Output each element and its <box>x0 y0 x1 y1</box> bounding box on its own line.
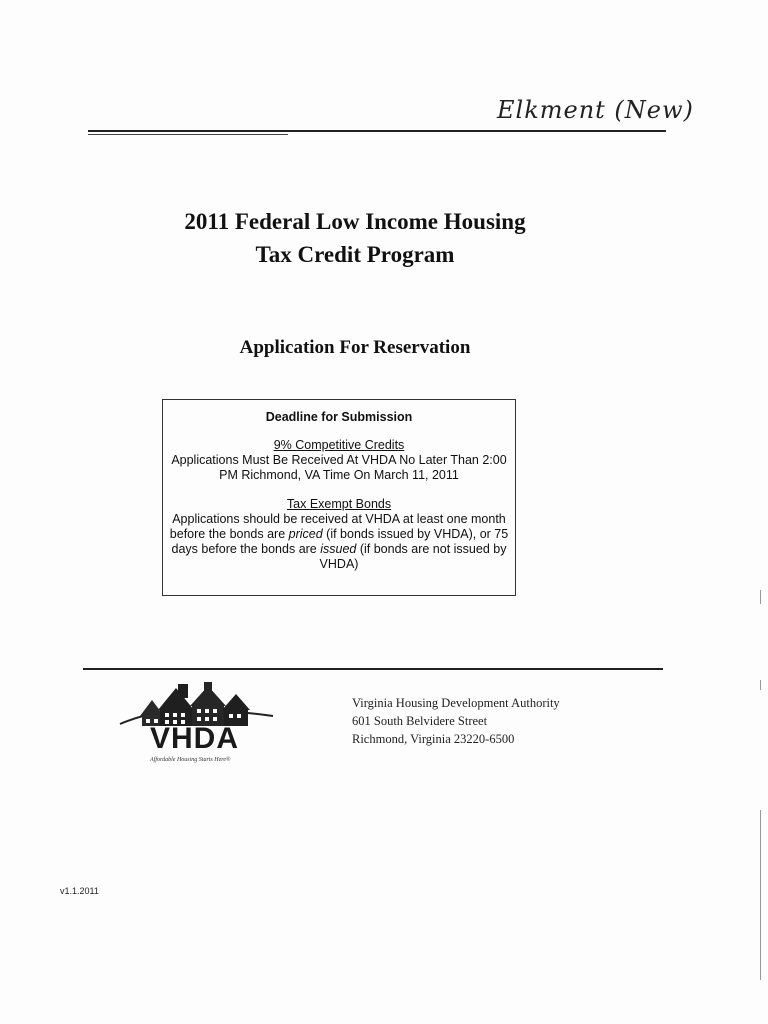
vhda-logo-wordmark: VHDA <box>150 722 240 755</box>
tax-exempt-bonds-text <box>165 512 513 572</box>
competitive-credits-heading: 9% Competitive Credits <box>273 438 405 452</box>
handwritten-annotation: Elkment (New) <box>497 96 694 124</box>
footer-rule <box>83 668 663 670</box>
tax-exempt-bonds-heading: Tax Exempt Bonds <box>286 497 392 511</box>
deadline-box <box>162 399 516 596</box>
bonds-text-e: (if bonds are not issued by VHDA) <box>319 542 507 571</box>
deadline-heading: Deadline for Submission <box>265 410 413 424</box>
address-line-3: Richmond, Virginia 23220-6500 <box>352 732 515 746</box>
competitive-credits-text: Applications Must Be Received At VHDA No Later Than 2:00 PM Richmond, VA Time On March 11, 2011 <box>171 453 507 482</box>
top-rule <box>88 130 666 132</box>
scan-artifact <box>760 680 761 690</box>
bonds-text-issued: issued <box>320 542 357 556</box>
organization-address <box>352 694 560 748</box>
vhda-tagline: Affordable Housing Starts Here® <box>150 757 231 763</box>
scan-artifact <box>760 590 761 604</box>
document-subtitle: Application For Reservation <box>239 337 471 358</box>
bonds-text-a: Applications should be received at VHDA at least one month before the bonds are <box>169 512 506 541</box>
top-rule-secondary <box>88 134 288 135</box>
document-title <box>150 205 560 271</box>
bonds-text-c: (if bonds issued by VHDA), or 75 days before the bonds are <box>171 527 509 556</box>
scan-artifact <box>760 810 761 980</box>
title-line-2: Tax Credit Program <box>255 242 455 267</box>
version-label: v1.1.2011 <box>60 886 99 896</box>
address-line-1: Virginia Housing Development Authority <box>352 696 560 710</box>
address-line-2: 601 South Belvidere Street <box>352 714 488 728</box>
bonds-text-priced: priced <box>288 527 323 541</box>
title-line-1: 2011 Federal Low Income Housing <box>184 209 526 234</box>
